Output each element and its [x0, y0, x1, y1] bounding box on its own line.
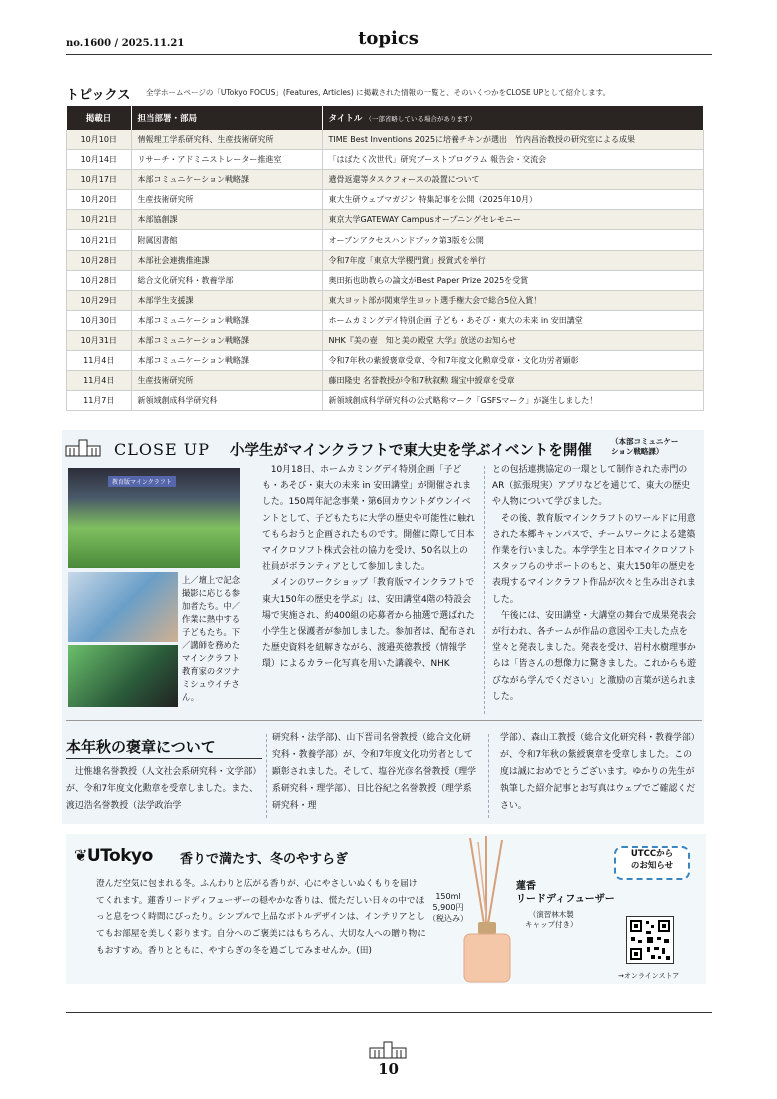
cell-title[interactable]: ホームカミングデイ特別企画 子ども・あそび・東大の未来 in 安田講堂 [322, 310, 704, 330]
utcc-line1: UTCCから [630, 849, 674, 859]
col-date: 掲載日 [67, 106, 132, 130]
cell-date: 10月14日 [67, 150, 132, 170]
cell-title[interactable]: 令和7年秋の紫綬褒章受章、令和7年度文化勲章受章・文化功労者顕彰 [322, 351, 704, 371]
issue-number: no.1600 / 2025.11.21 [66, 38, 185, 49]
cell-date: 11月4日 [67, 371, 132, 391]
utokyo-body: 澄んだ空気に包まれる冬。ふんわりと広がる香りが、心にやさしいぬくもりを届けてくれます。蓮香リードディフューザーの穏やかな香りは、慌ただしい日々の中でほっと息をつく時間にぴったり。シンプルで上品なボトルデザインは、インテリアとしてもお部屋を美しく彩ります。自分へのご褒美にはもちろん、大切な人への贈り物にもおすすめ。香りとともに、やすらぎの冬を過ごしてみませんか。(田) [96, 879, 426, 956]
table-row[interactable] [67, 170, 704, 190]
utcc-notice-badge [614, 846, 690, 880]
cell-date: 10月28日 [67, 270, 132, 290]
cell-date: 10月17日 [67, 170, 132, 190]
cell-date: 10月30日 [67, 310, 132, 330]
cell-title[interactable]: オープンアクセスハンドブック第3版を公開 [322, 230, 704, 250]
table-row[interactable] [67, 310, 704, 330]
table-row[interactable] [67, 230, 704, 250]
utokyo-logo-text: UTokyo [86, 846, 153, 866]
photo-kids-working [68, 572, 178, 642]
product-volume: 150ml [435, 892, 461, 901]
closeup-title: 小学生がマインクラフトで東大史を学ぶイベントを開催 [230, 443, 592, 459]
product-name [516, 880, 615, 906]
cell-date: 11月4日 [67, 351, 132, 371]
cell-dept: リサーチ・アドミニストレーター推進室 [131, 150, 322, 170]
cell-dept: 本部協創課 [131, 210, 322, 230]
closeup-column-1: 10月18日、ホームカミングデイ特別企画「子ども・あそび・東大の未来 in 安田講堂」が開催されました。150周年記念事業・第6回カウントダウンイベントとして、子どもたちに大学の歴史や可能性に触れてもらおうと企画されたものです。開催に際して日本マイクロソフト株式会社の協力を受け、50名以上の社員がボランティアとして参加しました。 メインのワークショップ「教育版マインクラフトで東大150年の歴史を学ぶ」は、安田講堂4階の特設会場で実施され、約400組の応募者から抽選で選ばれた小学生と保護者が参加しました。参加者は、配布された歴史資料を紐解きながら、渡邉英徳教授（情報学環）によるカラー化写真を用いた講義や、NHK [262, 465, 475, 670]
product-price-value: 5,900円 [432, 903, 464, 912]
table-row[interactable] [67, 210, 704, 230]
qr-code-icon[interactable] [626, 916, 674, 964]
col-title-label: タイトル [328, 114, 363, 124]
closeup-bottom-rule [66, 720, 702, 721]
cell-dept: 情報理工学系研究科、生産技術研究所 [131, 130, 322, 150]
cell-dept: 本部社会連携推進課 [131, 250, 322, 270]
cell-date: 11月7日 [67, 391, 132, 411]
table-row[interactable] [67, 190, 704, 210]
footer-rule [66, 1012, 712, 1013]
closeup-column-2: との包括連携協定の一環として制作された赤門のAR（拡張現実）アプリなどを通じて、東大の歴史や人物について学びました。 その後、教育版マインクラフトのワールドに用意された本郷キャンパスで、チームワークによる建築作業を行いました。本学学生と日本マイクロソフトスタッフらのサポートのもと、東大150年の歴史を表現するマインクラフト作品が次々と生み出されました。 午後には、安田講堂・大講堂の舞台で成果発表会が行われ、各チームが作品の意図や工夫した点を堂々と発表しました。発表を受け、岩村水樹理事からは「皆さんの想像力に驚きました。これからも遊びながら学んでください」と激励の言葉が送られました。 [492, 465, 697, 702]
product-tax: （税込み） [428, 914, 468, 923]
col-dept: 担当部署・部局 [131, 106, 322, 130]
cell-title[interactable]: TIME Best Inventions 2025に培養チキンが選出 竹内昌治教授の研究室による成果 [322, 130, 704, 150]
cell-title[interactable]: NHK『美の壺 知と美の殿堂 大学』放送のお知らせ [322, 330, 704, 350]
yasuda-hall-footer-icon [368, 1040, 408, 1060]
award-divider-1 [266, 734, 267, 818]
topics-heading: トピックス [66, 88, 131, 103]
cell-title[interactable]: 新領域創成科学研究科の公式略称マーク「GSFSマーク」が誕生しました！ [322, 391, 704, 411]
cell-date: 10月21日 [67, 210, 132, 230]
table-row[interactable] [67, 250, 704, 270]
header-rule [66, 54, 712, 55]
cell-title[interactable]: 東京大学GATEWAY Campusオープニングセレモニー [322, 210, 704, 230]
section-title: topics [358, 28, 419, 49]
closeup-badge: CLOSE UP [114, 440, 210, 459]
award-heading: 本年秋の褒章について [66, 738, 216, 756]
utcc-line2: のお知らせ [630, 861, 674, 871]
online-store-link[interactable]: →オンラインストア [618, 972, 680, 980]
cell-title[interactable]: 奥田拓也助教らの論文がBest Paper Prize 2025を受賞 [322, 270, 704, 290]
yasuda-hall-icon [64, 438, 104, 458]
table-row[interactable] [67, 330, 704, 350]
closeup-dept [611, 437, 678, 457]
cell-dept: 本部コミュニケーション戦略課 [131, 310, 322, 330]
cell-dept: 本部コミュニケーション戦略課 [131, 351, 322, 371]
page-number: 10 [378, 1060, 399, 1078]
table-row[interactable] [67, 270, 704, 290]
cell-title[interactable]: 遺骨返還等タスクフォースの設置について [322, 170, 704, 190]
col-title-note: （一部省略している場合があります） [365, 115, 476, 123]
photo-group [68, 468, 240, 568]
award-divider-2 [488, 734, 489, 818]
cell-dept: 本部学生支援課 [131, 290, 322, 310]
product-subnote [525, 910, 578, 930]
cell-title[interactable]: 東大生研ウェブマガジン 特集記事を公開（2025年10月） [322, 190, 704, 210]
closeup-divider [484, 466, 485, 714]
closeup-dept-line1: （本部コミュニケー [611, 437, 679, 446]
topics-table [66, 106, 704, 411]
diffuser-bottle-icon [456, 836, 518, 984]
table-row[interactable] [67, 371, 704, 391]
photo-caption: 上／壇上で記念撮影に応じる参加者たち。中／作業に熱中する子どもたち。下／講師を務めたマインクラフト教育家のタツナミシュウイチさん。 [182, 575, 241, 702]
award-column-3: 学部）、森山工教授（総合文化研究科・教養学部）が、令和7年秋の紫綬褒章を受章しました。この度は誠におめでとうございます。ゆかりの先生が執筆した紹介記事とお写真はウェブでご確認ください。 [500, 733, 700, 811]
photo-instructor [68, 645, 178, 707]
cell-dept: 本部コミュニケーション戦略課 [131, 170, 322, 190]
table-row[interactable] [67, 150, 704, 170]
closeup-dept-line2: ション戦略課） [611, 447, 664, 456]
table-row[interactable] [67, 290, 704, 310]
cell-dept: 新領域創成科学研究科 [131, 391, 322, 411]
cell-date: 10月31日 [67, 330, 132, 350]
table-header [67, 106, 704, 130]
product-name-line1: 蓮香 [516, 881, 536, 892]
award-rule [66, 758, 262, 759]
cell-date: 10月28日 [67, 250, 132, 270]
product-name-line2: リードディフューザー [516, 894, 615, 905]
photo-banner: 教育版マインクラフト [108, 476, 176, 487]
cell-date: 10月10日 [67, 130, 132, 150]
cell-title[interactable]: 「はばたく次世代」研究ブーストプログラム 報告会・交流会 [322, 150, 704, 170]
topics-body [67, 130, 704, 411]
cell-date: 10月29日 [67, 290, 132, 310]
ginkgo-icon: ❦ [74, 846, 87, 865]
product-sub-line2: キャップ付き） [525, 920, 578, 929]
table-row[interactable] [67, 351, 704, 371]
cell-date: 10月20日 [67, 190, 132, 210]
table-row[interactable] [67, 130, 704, 150]
table-row[interactable] [67, 391, 704, 411]
award-column-2: 研究科・法学部)、山下晋司名誉教授（総合文化研究科・教養学部）が、令和7年度文化功労者として顕彰されました。そして、塩谷光彦名誉教授（理学系研究科・理学部）、日比谷紀之名誉教授（理学系研究科・理 [272, 733, 476, 811]
cell-dept: 総合文化研究科・教養学部 [131, 270, 322, 290]
cell-title[interactable]: 藤田隆史 名誉教授が令和7秋叙勲 瑞宝中綬章を受章 [322, 371, 704, 391]
product-sub-line1: （演習林木製 [528, 910, 574, 919]
utokyo-title: 香りで満たす、冬のやすらぎ [180, 852, 348, 867]
cell-title[interactable]: 令和7年度「東京大学稷門賞」授賞式を挙行 [322, 250, 704, 270]
cell-title[interactable]: 東大ヨット部が関東学生ヨット選手権大会で総合5位入賞！ [322, 290, 704, 310]
award-column-1: 辻惟雄名誉教授（人文社会系研究科・文学部）が、令和7年度文化勲章を受章しました。また、渡辺浩名誉教授（法学政治学 [66, 767, 262, 811]
col-title [322, 106, 704, 130]
cell-dept: 附属図書館 [131, 230, 322, 250]
cell-date: 10月21日 [67, 230, 132, 250]
topics-description: 全学ホームページの「UTokyo FOCUS」(Features, Articles) に掲載された情報の一覧と、そのいくつかをCLOSE UPとして紹介します。 [146, 88, 610, 97]
cell-dept: 生産技術研究所 [131, 371, 322, 391]
cell-dept: 本部コミュニケーション戦略課 [131, 330, 322, 350]
utokyo-logo [74, 846, 153, 866]
cell-dept: 生産技術研究所 [131, 190, 322, 210]
